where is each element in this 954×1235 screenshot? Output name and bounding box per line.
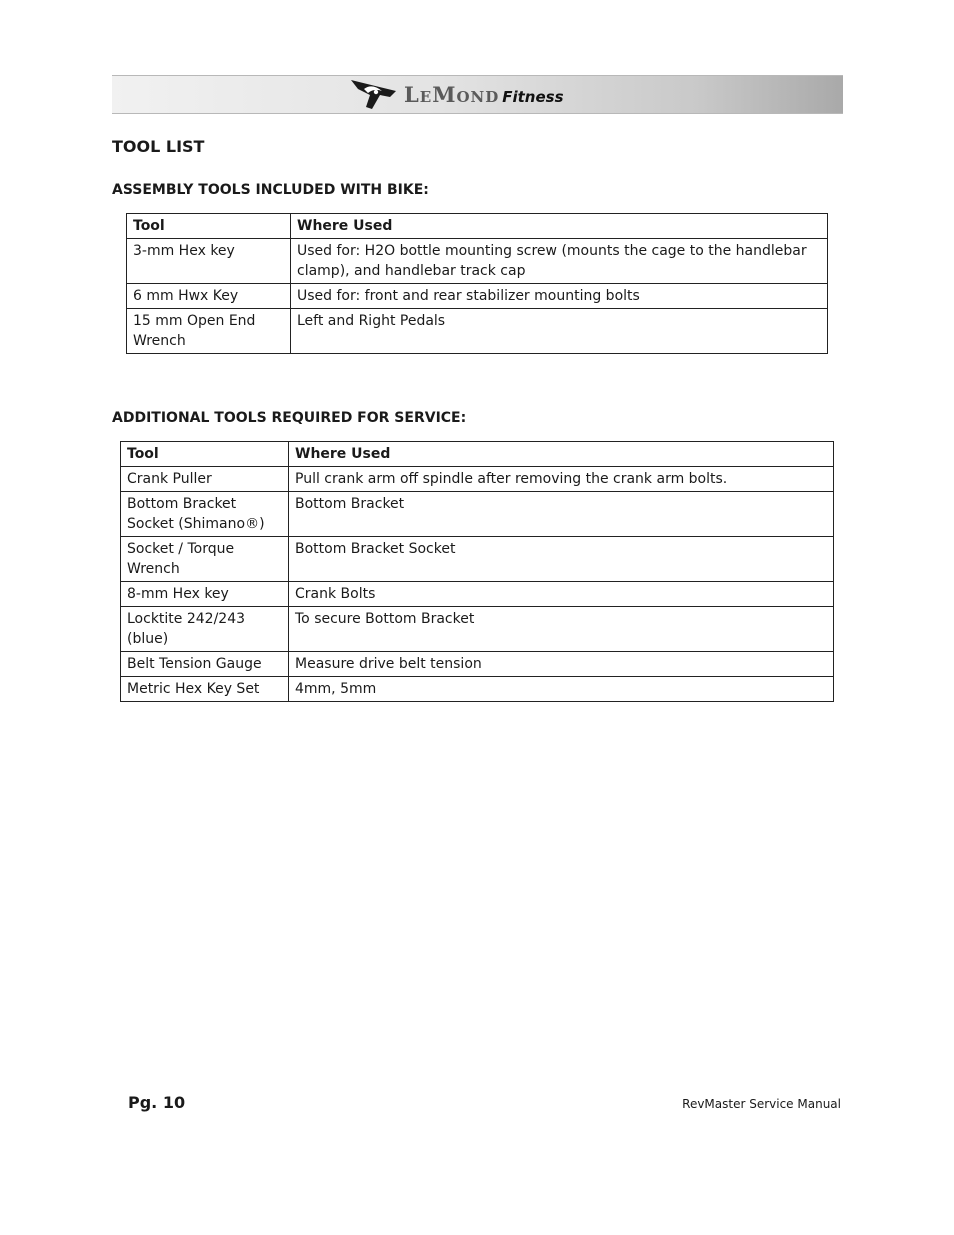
table-row xyxy=(121,582,834,607)
tool-cell: 8-mm Hex key xyxy=(121,582,289,607)
tool-cell: Crank Puller xyxy=(121,467,289,492)
table-row xyxy=(121,537,834,582)
column-header: Tool xyxy=(121,442,289,467)
where-used-cell: Crank Bolts xyxy=(289,582,834,607)
table-row xyxy=(121,652,834,677)
table-row xyxy=(121,492,834,537)
table-row xyxy=(127,284,828,309)
table-header-row xyxy=(127,214,828,239)
tool-cell: 3-mm Hex key xyxy=(127,239,291,284)
assembly-tools-table xyxy=(126,213,828,354)
logo-subtitle: Fitness xyxy=(502,87,564,106)
logo-wordmark: LeMond xyxy=(404,81,500,107)
where-used-cell: Measure drive belt tension xyxy=(289,652,834,677)
section-title-assembly: ASSEMBLY TOOLS INCLUDED WITH BIKE: xyxy=(112,182,429,198)
tool-cell: Belt Tension Gauge xyxy=(121,652,289,677)
column-header: Where Used xyxy=(291,214,828,239)
column-header: Tool xyxy=(127,214,291,239)
where-used-cell: 4mm, 5mm xyxy=(289,677,834,702)
tool-cell: Metric Hex Key Set xyxy=(121,677,289,702)
where-used-cell: To secure Bottom Bracket xyxy=(289,607,834,652)
table-row xyxy=(127,239,828,284)
section-title-additional: ADDITIONAL TOOLS REQUIRED FOR SERVICE: xyxy=(112,410,467,426)
table-row xyxy=(127,309,828,354)
tool-cell: Locktite 242/243 (blue) xyxy=(121,607,289,652)
tool-cell: Bottom Bracket Socket (Shimano®) xyxy=(121,492,289,537)
manual-title: RevMaster Service Manual xyxy=(682,1097,841,1111)
brand-logo xyxy=(350,77,564,111)
table-header-row xyxy=(121,442,834,467)
table-row xyxy=(121,677,834,702)
tool-cell: Socket / Torque Wrench xyxy=(121,537,289,582)
where-used-cell: Bottom Bracket Socket xyxy=(289,537,834,582)
tool-cell: 6 mm Hwx Key xyxy=(127,284,291,309)
tool-cell: 15 mm Open End Wrench xyxy=(127,309,291,354)
page-number: Pg. 10 xyxy=(128,1093,186,1112)
where-used-cell: Used for: front and rear stabilizer mounting bolts xyxy=(291,284,828,309)
table-row xyxy=(121,607,834,652)
table-row xyxy=(121,467,834,492)
column-header: Where Used xyxy=(289,442,834,467)
additional-tools-table xyxy=(120,441,834,702)
where-used-cell: Left and Right Pedals xyxy=(291,309,828,354)
lemond-bird-icon xyxy=(350,77,398,111)
where-used-cell: Bottom Bracket xyxy=(289,492,834,537)
page-title: TOOL LIST xyxy=(112,137,205,156)
where-used-cell: Used for: H2O bottle mounting screw (mounts the cage to the handlebar clamp), and handlebar track cap xyxy=(291,239,828,284)
where-used-cell: Pull crank arm off spindle after removing the crank arm bolts. xyxy=(289,467,834,492)
